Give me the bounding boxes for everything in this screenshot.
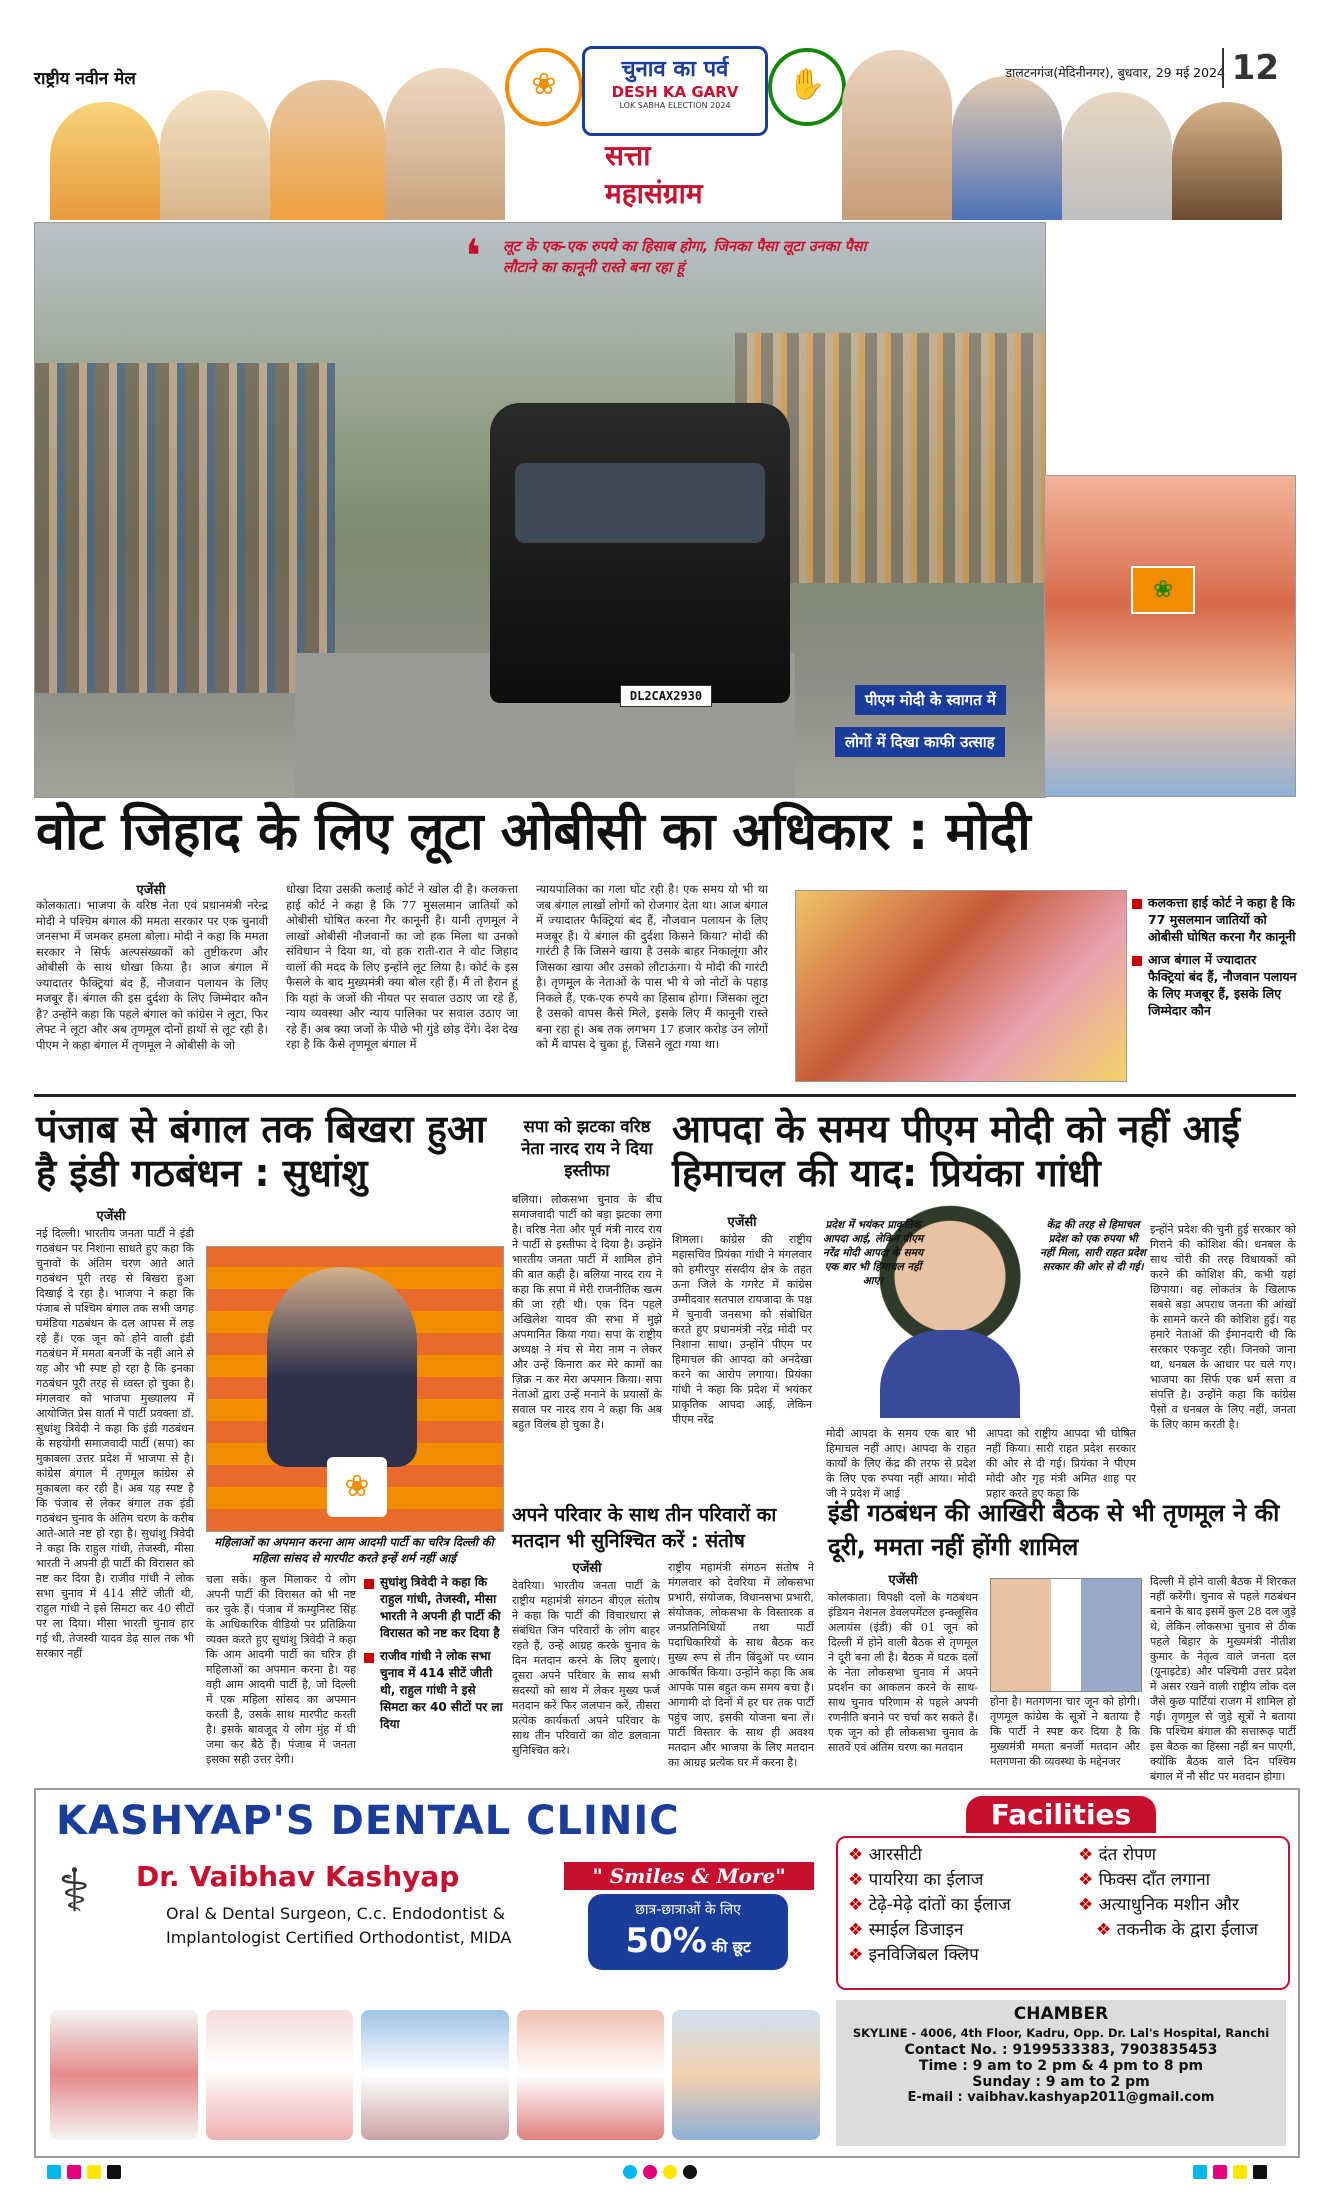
mamata-headline: इंडी गठबंधन की आखिरी बैठक से भी तृणमूल ने की दूरी, ममता नहीं होंगी शामिल [828,1499,1280,1561]
facilities-right [1038,1840,1258,1942]
speaker-figure [267,1267,417,1467]
color-bar-right [1190,2164,1270,2183]
portrait-left-3 [270,80,385,220]
sudhanshu-bullets [364,1574,504,1739]
offer-top: छात्र-छात्राओं के लिए [635,1902,741,1918]
lead-col-1: कोलकाता। भाजपा के वरिष्ठ नेता एवं प्रधानमंत्री नरेन्द्र मोदी ने पश्चिम बंगाल की ममता सरकार पर एक चुनावी जनसभा में जमकर हमला बोला। मोदी ने कहा कि ममता सरकार ने सिर्फ अल्पसंख्यकों को तुष्टीकरण और ओबीसी के साथ धोखा किया है। आज बंगाल में ज्यादातर फैक्ट्रियां बंद हैं, नौजवान पलायन के लिए मजबूर हैं। बंगाल की इस दुर्दशा के लिए जिम्मेदार कौन है? उन्होंने कहा कि पहले बंगाल को कांग्रेस ने लूटा, फिर लेफ्ट ने लूटा और अब तृणमूल दोनों हाथों से लूट रही है। पीएम ने कहा बंगाल में तृणमूल ने ओबीसी के जो [36,898,268,1052]
chamber-address: SKYLINE - 4006, 4th Floor, Kadru, Opp. Dr. Lal's Hospital, Ranchi [852,2026,1270,2040]
bullet-text: राजीव गांधी ने लोक सभा चुनाव में 414 सीटें जीती थी, राहुल गांधी ने इसे सिमटा कर 40 सीटों पर ला दिया [380,1649,503,1731]
sudhanshu-col-1: नई दिल्ली। भारतीय जनता पार्टी ने इंडी गठबंधन पर निशाना साधते हुए कहा कि चुनावों के अंतिम चरण आते आते गठबंधन पूरी तरह से बिखरा हुआ दिखाई दे रहा है। भाजपा ने कहा कि पंजाब से पश्चिम बंगाल तक सभी जगह घमंडिया गठबंधन के दल आपस में लड़ रहे हैं। एक जून को होने वाली इंडी गठबंधन में ममता बनर्जी के नहीं आने से यह और भी स्पष्ट हो रहा है कि इनका गठबंधन पूरी तरह से ध्वस्त हो चुका है। मंगलवार को भाजपा मुख्यालय में आयोजित प्रेस वार्ता में पार्टी प्रवक्ता डॉ. सुधांशु त्रिवेदी ने कहा कि इंडी गठबंधन के सहयोगी समाजवादी पार्टी (सपा) का मुकाबला उत्तर प्रदेश में भाजपा से है। कांग्रेस बंगाल में तृणमूल कांग्रेस से मुकाबला कर रही है। अब यह स्पष्ट है कि पंजाब से लेकर बंगाल तक इंडी गठबंधन चुनाव के अंतिम चरण के करीब आते-आते नष्ट हो रहा है। सुधांशु त्रिवेदी ने कहा कि राहुल गांधी, तेजस्वी, मीसा भारती ने अपनी ही पार्टी की विरासत को नष्ट कर दिया है। राजीव गांधी ने लोक सभा चुनाव में 414 सीटें जीती थी, राहुल गांधी ने इसे सिमटा कर 40 सीटों पर ला दिया। मीसा भारती चुनाव हार गई थी, तेजस्वी यादव डेढ़ साल तक भी सरकार नहीं [36,1227,194,1660]
denture-image [50,2010,198,2140]
doctor-name: Dr. Vaibhav Kashyap [136,1860,460,1893]
brand-sub: LOK SABHA ELECTION 2024 [619,101,731,110]
portrait-right-4 [1172,102,1282,220]
priyanka-headline: आपदा के समय पीएम मोदी को नहीं आई हिमाचल की याद: प्रियंका गांधी [672,1107,1241,1195]
suv-windshield [515,463,765,543]
priyanka-col-mid-1: मोदी आपदा के समय एक बार भी हिमाचल नहीं आए। आपदा के राहत कार्यों के लिए केंद्र की तरफ से प्रदेश के लिए एक रुपया नहीं आया। मोदी जी ने प्रदेश में आई [826,1427,976,1500]
facility-item: ❖ इनविजिबल क्लिप [848,1942,1011,1965]
bullet-item [1132,951,1297,1019]
priyanka-byline: एजेंसी [727,1215,757,1230]
suv [490,403,790,703]
priyanka-quote-right: केंद्र की तरह से हिमाचल प्रदेश को एक रुपया भी नहीं मिला, सारी राहत प्रदेश सरकार की ओर से दी गई। [1040,1219,1146,1273]
sudhanshu-byline: एजेंसी [96,1209,126,1224]
chamber-time: Time : 9 am to 2 pm & 4 pm to 8 pm [918,2058,1204,2074]
bullet-text: सुधांशु त्रिवेदी ने कहा कि राहुल गांधी, तेजस्वी, मीसा भारती ने अपनी ही पार्टी की विरासत को नष्ट कर दिया है [380,1575,501,1640]
rally-photo [795,890,1127,1082]
clinic-name: KASHYAP'S DENTAL CLINIC [56,1798,680,1844]
plate: DL2CAX2930 [620,685,712,707]
sudhanshu-photo [206,1246,504,1532]
chamber-contact: Contact No. : 9199533383, 7903835453 [904,2042,1218,2058]
lead-photo [34,222,1046,798]
bullet-text: आज बंगाल में ज्यादातर फैक्ट्रियां बंद हैं, नौजवान पलायन के लिए मजबूर हैं, इसके लिए जिम्मेदार कौन [1148,952,1297,1018]
bullet-square-icon [364,1579,374,1589]
brand-box [582,46,768,136]
dental-ad [34,1788,1300,2158]
lead-byline: एजेंसी [136,883,166,898]
hand-logo: ✋ [768,48,846,126]
santosh-col-1: देवरिया। भारतीय जनता पार्टी के राष्ट्रीय महामंत्री संगठन बीएल संतोष ने कहा कि पार्टी की विचारधारा से संबंधित जिन परिवारों के लोग बाहर रहते हैं, उन्हें आग्रह करके चुनाव के दिन मतदान करने के लिए बुलाएं। दूसरा अपने परिवार के साथ सभी सदस्यों को साथ में लेकर मुख्य फर्ज मतदान करें फिर जलपान करें, तीसरा प्रत्येक कार्यकर्ता अपने परिवार के साथ तीन परिवारों का वोट डलवाना सुनिश्चित करे। [512,1579,660,1757]
narad-headline: सपा को झटका वरिष्ठ नेता नारद राय ने दिया इस्तीफा [521,1117,653,1180]
section-line1: सत्ता [605,139,651,172]
facilities-box [836,1836,1290,1990]
child-image [672,2010,820,2140]
lead-col-3: न्यायपालिका का गला घोंट रही है। एक समय यो भी था जब बंगाल लाखों लोगों को रोजगार देता था। आज बंगाल में ज्यादातर फैक्ट्रियां बंद हैं, नौजवान पलायन के लिए मजबूर हैं। ये बंगाल की दुर्दशा किसने किया? मोदी की गारंटी है कि जिसने खाया है उसके बाहर निकालूंगा और जिसका खाया और उसको लौटाऊंगा। ये मोदी की गारंटी है। तृणमूल के नेताओं के पास भी ये जो नोटों के पहाड़ निकले हैं, एक-एक रुपये का हिसाब होगा। जिसका लूटा है उसको वापस कैसे मिले, इसके लिए मैं कानूनी रास्ते बना रहा हूं। अब तक लगभग 17 हजार करोड़ उन लोगों को मैं वापस दे चुका हूं, जिसने लूटा गया था। [536,882,768,1051]
santosh-headline: अपने परिवार के साथ तीन परिवारों का मतदान भी सुनिश्चित करें : संतोष [512,1504,777,1552]
priyanka-col-1: शिमला। कांग्रेस की राष्ट्रीय महासचिव प्रियंका गांधी ने मंगलवार को हमीरपुर संसदीय क्षेत्र के तहत ऊना जिले के गगरेट में कांग्रेस उम्मीदवार सतपाल रायजादा के पक्ष में चुनावी जनसभा को संबोधित करते हुए प्रधानमंत्री नरेंद्र मोदी पर निशाना साधा। उन्होंने पीएम पर हिमाचल की आपदा को अनदेखा करने का आरोप लगाया। प्रियंका गांधी ने कहा कि प्रदेश में भयंकर प्राकृतिक आपदा आई, लेकिन पीएम नरेंद्र [672,1233,812,1426]
bullet-item [1132,894,1297,945]
bullet-item [364,1574,504,1642]
section-line2: महासंग्राम [605,177,703,210]
offer-line [588,1921,788,1961]
narad-body: बलिया। लोकसभा चुनाव के बीच समाजवादी पार्टी को बड़ा झटका लगा है। वरिष्ठ नेता और पूर्व मंत्री नारद राय ने पार्टी से इस्तीफा दे दिया है। उन्होंने भारतीय जनता पार्टी में शामिल होने की बात कही है। बलिया नारद राय ने कहा कि सपा में मेरी राजनीतिक खत्म की जा रही थी। एक दिन पहले अखिलेश यादव की सभा में मुझे अपमानित किया गया। सपा के राष्ट्रीय अध्यक्ष ने मंच से मेरा नाम न लेकर और उन्हें किनारा कर मेरे कामों का ज़िक्र न कर मेरा अपमान किया। सपा नेताओं द्वारा उन्हें मनाने के प्रयासों के सवाल पर नारद राय ने कहा कि अब बहुत विलंब हो चुका है। [512,1193,662,1431]
facility-item: ❖ स्माईल डिजाइन [848,1917,1011,1940]
facility-item: ❖ फिक्स दाँत लगाना [1078,1867,1258,1890]
offer-bottom: की छूट [711,1938,751,1956]
bullet-text: कलकत्ता हाई कोर्ट ने कहा है कि 77 मुसलमान जातियों को ओबीसी घोषित करना गैर कानूनी [1148,895,1296,944]
paper-name: राष्ट्रीय नवीन मेल [34,69,136,89]
offer-percent: 50% [625,1921,707,1961]
priyanka-col-mid-2: आपदा को राष्ट्रीय आपदा भी घोषित नहीं किया। सारी राहत प्रदेश सरकार की ओर से दी गई। प्रियंका ने पीएम मोदी और गृह मंत्री अमित शाह पर प्रहार करते हुए कहा कि [986,1427,1136,1500]
chamber-sunday: Sunday : 9 am to 2 pm [972,2074,1150,2090]
portrait-left-1 [50,102,160,220]
sudhanshu-photo-caption: महिलाओं का अपमान करना आम आदमी पार्टी का चरित्र दिल्ली की महिला सांसद से मारपीट करते इन्हें शर्म नहीं आई [214,1535,494,1565]
chamber-email: E-mail : vaibhav.kashyap2011@gmail.com [907,2090,1215,2105]
facility-item: ❖ पायरिया का ईलाज [848,1867,1011,1890]
facility-item: ❖ अत्याधुनिक मशीन और [1078,1892,1258,1915]
mamata-byline: एजेंसी [888,1573,918,1588]
mamata-col-3: दिल्ली में होने वाली बैठक में शिरकत नहीं करेंगी। चुनाव से पहले गठबंधन बनाने के बाद इसमें कुल 28 दल जुड़े थे, लेकिन लोकसभा चुनाव से ठीक पहले बिहार के मुख्यमंत्री नीतीश कुमार के नेतृत्व वाले जनता दल (यूनाइटेड) और पश्चिमी उत्तर प्रदेश में असर रखने वाली राष्ट्रीय लोक दल जैसे कुछ पार्टियां राजग में शामिल हो गई। तृणमूल से जुड़े सूत्रों ने बताया कि पश्चिम बंगाल की सत्तारूढ़ पार्टी इस बैठक का हिस्सा नहीं बन पाएगी, क्योंकि बैठक वाले दिन पश्चिम बंगाल में नौ सीट पर मतदान होगा। [1150,1575,1296,1783]
mamata-photo [990,1578,1142,1692]
section-divider [34,1094,1296,1097]
santosh-col-2: राष्ट्रीय महामंत्री संगठन संतोष ने मंगलवार को देवरिया में लोकसभा प्रभारी, संयोजक, विधानसभा प्रभारी, संयोजक, लोकसभा के विस्तारक व जनप्रतिनिधियों तथा पार्टी पदाधिकारियों के साथ बैठक कर मुख्य रूप से तीन बिंदुओं पर ध्यान आकर्षित किया। उन्होंने कहा कि अब आपके पास बहुत कम समय बचा है। आगामी दो दिनों में हर घर तक पार्टी पहुंच जाए, इसकी योजना बना लें। पार्टी विस्तार के साथ ही अवश्य मतदान और भाजपा के लिए मतदान का आग्रह प्रत्येक घर में करना है। [668,1561,814,1769]
brand-english: DESH KA GARV [611,83,739,101]
portrait-left-4 [385,68,505,220]
offer-box [588,1894,788,1970]
inset-photo-crowd [1044,475,1296,797]
facility-item: ❖ दंत रोपण [1078,1842,1258,1865]
bullet-item [364,1648,504,1733]
portrait-right-1 [842,50,952,220]
lead-col-2: धोखा दिया उसकी कलाई कोर्ट ने खोल दी है। कलकत्ता हाई कोर्ट ने कहा है कि 77 मुसलमान जातियों को ओबीसी घोषित करना गैर कानूनी है। यानी तृणमूल ने लाखों ओबीसी नौजवानों का जो हक मिला था उनको संविधान ने दिया था, वो हक राती-रात ने वोट जिहाद वालों की मदद के लिए इन्होंने लूट लिया है। कोर्ट के इस फैसले के बाद मुख्यमंत्री क्या बोल रही हैं। मैं तो हैरान हूं कि यहां के जजों की नीयत पर सवाल उठाए जा रहे हैं, न्याय व्यवस्था और न्याय पालिका पर सवाल उठाए जा रहे हैं। अब क्या जजों के पीछे भी गुंडे छोड़ देंगे। देश देख रहा है कि कैसे तृणमूल बंगाल में [286,882,518,1051]
mamata-col-1: कोलकाता। विपक्षी दलों के गठबंधन इंडियन नेशनल डेवलपमेंटल इन्क्लूसिव अलायंस (इंडी) की 01 जून को दिल्ली में होने वाली बैठक से तृणमूल ने दूरी बना ली है। बैठक में घटक दलों के नेता लोकसभा चुनाव में अपने प्रदर्शन का आकलन करने के साथ-साथ चुनाव परिणाम से पहले अपनी रणनीति बनाने पर चर्चा कर सकते हैं। एक जून को ही लोकसभा चुनाव के सातवें एवं अंतिम चरण का मतदान [828,1591,978,1754]
caduceus-icon: ⚕ [58,1856,91,1926]
color-bar-center [620,2164,700,2183]
implant-image [361,2010,509,2140]
bullet-square-icon [364,1653,374,1663]
photo-caption-1: पीएम मोदी के स्वागत में [855,685,1006,715]
portrait-left-2 [160,90,270,220]
bjp-flag-icon: ❀ [1131,566,1195,614]
lead-quote [465,229,895,283]
qualification-2: Implantologist Certified Orthodontist, MIDA [166,1928,512,1947]
priyanka-col-right: इन्होंने प्रदेश की चुनी हुई सरकार को गिराने की कोशिश की। धनबल के साथ चोरी की तरह विधायकों को करने की कोशिश की, कभी यहां छिपाया। वह लोकतंत्र के खिलाफ सबसे बड़ा अपराध जनता की आंखों के सामने करने की कोशिश हुई। यह हमारे नेताओं की ईमानदारी थी कि सरकार एकजुट रही। जिनको जाना था, धनबल के आधार पर चले गए। भाजपा का सिर्फ एक धर्म सत्ता व संपत्ति है। उन्होंने कहा कि कांग्रेस पैसों व धनबल के लिए नहीं, जनता के लिए काम करती है। [1150,1223,1296,1431]
bullet-square-icon [1132,956,1142,966]
smile-image [517,2010,665,2140]
facilities-left [808,1840,1011,1967]
sudhanshu-col-2: चला सके। कुल मिलाकर ये लोग अपनी पार्टी की विरासत को भी नष्ट कर चुके हैं। पंजाब में कम्युनिस्ट सिंह के आधिकारिक वीडियो पर प्रतिक्रिया व्यक्त करते हुए सुधांशु त्रिवेदी ने कहा कि आम आदमी पार्टी का चरित्र ही महिलाओं का अपमान करना है। यह वही आम आदमी पार्टी है, जो दिल्ली में एक महिला सांसद का अपमान करती है, उसके साथ मारपीट करती है। इसके बावजूद ये लोग मुंह में घी जमा कर बैठे हैं। पंजाब में जनता इसका सही उत्तर देगी। [206,1573,356,1766]
sudhanshu-headline: पंजाब से बंगाल तक बिखरा हुआ है इंडी गठबंधन : सुधांशु [36,1107,486,1195]
quote-mark-icon: ❛ [465,229,481,283]
bullet-square-icon [1132,899,1142,909]
qualification-1: Oral & Dental Surgeon, C.c. Endodontist & [166,1904,506,1923]
teeth-images [50,2010,820,2140]
quote-text: लूट के एक-एक रुपये का हिसाब होगा, जिनका पैसा लूटा उनका पैसा लौटाने का कानूनी रास्ते बना रहा हूं [503,239,867,276]
dateline: डालटनगंज(मेदिनीनगर), बुधवार, 29 मई 2024 [1005,65,1225,80]
photo-caption-2: लोगों में दिखा काफी उत्साह [835,727,1005,757]
brand-hindi: चुनाव का पर्व [621,57,729,82]
podium-lotus-icon: ❀ [327,1457,387,1517]
chamber-box [836,2000,1286,2146]
tagline: " Smiles & More" [564,1862,814,1890]
masthead [30,40,1295,220]
lotus-logo: ❀ [505,48,583,126]
priyanka-quote-left: प्रदेश में भयंकर प्राकृतिक आपदा आई, लेकिन पीएम नरेंद्र मोदी आपदा के समय एक बार भी हिमाचल नहीं आए। [822,1219,924,1287]
lead-bullets [1132,894,1297,1025]
lead-headline: वोट जिहाद के लिए लूटा ओबीसी का अधिकार : मोदी [36,802,1031,862]
facility-item: ❖ टेढ़े-मेढ़े दांतों का ईलाज [848,1892,1011,1915]
portrait-right-3 [1062,92,1172,220]
portrait-right-2 [952,76,1062,220]
page-number: 12 [1222,48,1279,88]
color-bar-left [44,2164,124,2183]
facility-item-cont: ❖ तकनीक के द्वारा ईलाज [1078,1917,1258,1940]
mamata-col-2: होना है। मतगणना चार जून को होगी। तृणमूल कांग्रेस के सूत्रों ने बताया है कि पार्टी ने स्पष्ट कर दिया है कि मुख्यमंत्री ममता बनर्जी मतदान और मतगणना की व्यवस्था के मद्देनजर [990,1695,1140,1768]
crowd-left [35,363,335,693]
facility-item: ❖ आरसीटी [848,1842,1011,1865]
santosh-byline: एजेंसी [572,1561,602,1576]
facilities-title: Facilities [966,1796,1156,1833]
brace-image [206,2010,354,2140]
chamber-title: CHAMBER [1013,2004,1109,2024]
